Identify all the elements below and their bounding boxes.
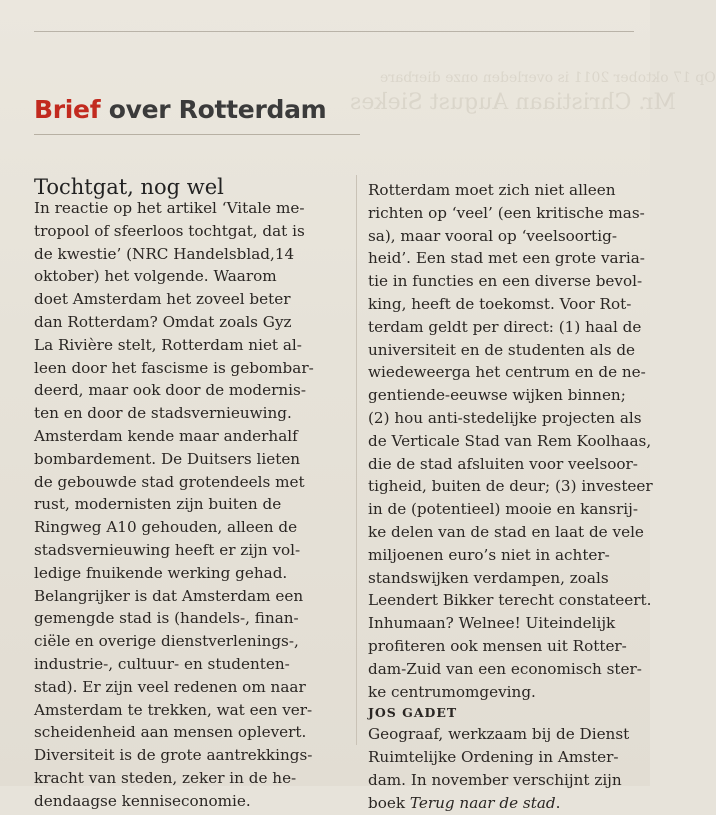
paragraph-line: king, heeft de toekomst. Voor Rot- <box>368 294 632 313</box>
author-bio-line: dam. In november verschijnt zijn <box>368 770 622 789</box>
paragraph-line: miljoenen euro’s niet in achter- <box>368 545 610 564</box>
paragraph-line: de gebouwde stad grotendeels met <box>34 472 305 491</box>
bio-book-title: Terug naar de stad <box>409 793 556 812</box>
paragraph-line: Ringweg A10 gehouden, alleen de <box>34 518 298 537</box>
column-divider <box>356 175 357 745</box>
paragraph-line: kracht van steden, zeker in de he- <box>34 768 297 787</box>
paragraph-line: stadsvernieuwing heeft er zijn vol- <box>34 540 301 559</box>
paragraph-line: dendaagse kenniseconomie. <box>34 791 251 810</box>
paragraph-line: oktober) het volgende. Waarom <box>34 267 277 286</box>
bleed-through-text: Mr. Christiaan August Siekes <box>350 90 676 115</box>
paragraph-line: Amsterdam te trekken, wat een ver- <box>34 700 313 719</box>
author-bio-line: Ruimtelijke Ordening in Amster- <box>368 748 619 767</box>
paragraph-line: (2) hou anti-stedelijke projecten als <box>368 408 642 427</box>
paragraph-line: ke delen van de stad en laat de vele <box>368 522 644 541</box>
paragraph-line: scheidenheid aan mensen oplevert. <box>34 723 307 742</box>
author-bio-line: Geograaf, werkzaam bij de Dienst <box>368 725 630 744</box>
paragraph-line: ledige fnuikende werking gehad. <box>34 563 288 582</box>
paragraph-line: gemengde stad is (handels-, finan- <box>34 609 299 628</box>
paragraph-line: de kwestie’ (NRC Handelsblad,14 <box>34 244 295 263</box>
left-column <box>34 175 349 813</box>
paragraph-line: gentiende-eeuwse wijken binnen; <box>368 386 626 405</box>
bio-book-prefix: boek <box>368 793 410 812</box>
paragraph-line: doet Amsterdam het zoveel beter <box>34 290 291 309</box>
paragraph-line: stad). Er zijn veel redenen om naar <box>34 677 306 696</box>
paragraph-line: ciële en overige dienstverlenings-, <box>34 632 299 651</box>
paragraph-line: ten en door de stadsvernieuwing. <box>34 404 292 423</box>
paragraph-line: sa), maar vooral op ‘veelsoortig- <box>368 226 617 245</box>
section-rule <box>34 134 360 135</box>
author-bio-line <box>368 792 638 815</box>
bleed-through-text: Op 17 oktober 2011 is overleden onze dierbare <box>380 70 716 86</box>
paragraph-line: tigheid, buiten de deur; (3) investeer <box>368 477 653 496</box>
paragraph-line: wiedeweerga het centrum en de ne- <box>368 363 646 382</box>
paragraph-line: profiteren ook mensen uit Rotter- <box>368 636 627 655</box>
paragraph-line: standswijken verdampen, zoals <box>368 568 609 587</box>
paragraph-line: dan Rotterdam? Omdat zoals Gyz <box>34 312 292 331</box>
section-heading-accent: Brief <box>34 95 101 124</box>
paragraph-line: Rotterdam moet zich niet alleen <box>368 181 616 199</box>
paragraph-line: richten op ‘veel’ (een kritische mas- <box>368 203 645 222</box>
article-title: Tochtgat, nog wel <box>34 175 224 199</box>
paragraph-line: rust, modernisten zijn buiten de <box>34 495 282 514</box>
paragraph-line: industrie-, cultuur- en studenten- <box>34 654 290 673</box>
paragraph-line: terdam geldt per direct: (1) haal de <box>368 317 642 336</box>
author-signature: JOS GADET <box>368 705 458 721</box>
paragraph-line: Inhumaan? Welnee! Uiteindelijk <box>368 614 616 633</box>
author-bio <box>368 723 638 791</box>
paragraph-line: La Rivière stelt, Rotterdam niet al- <box>34 335 302 354</box>
left-column-text <box>34 197 349 813</box>
right-column <box>368 179 653 815</box>
paragraph-line: de Verticale Stad van Rem Koolhaas, <box>368 431 652 450</box>
paragraph-line: Belangrijker is dat Amsterdam een <box>34 586 304 605</box>
section-heading-rest: over Rotterdam <box>100 95 327 124</box>
paragraph-line: dam-Zuid van een economisch ster- <box>368 659 642 678</box>
paragraph-line: tropool of sfeerloos tochtgat, dat is <box>34 221 305 240</box>
paragraph-line: die de stad afsluiten voor veelsoor- <box>368 454 638 473</box>
paragraph-line: In reactie op het artikel ‘Vitale me- <box>34 199 305 217</box>
right-column-text <box>368 179 653 703</box>
paragraph-line: deerd, maar ook door de modernis- <box>34 381 306 400</box>
bio-book-suffix: . <box>555 793 561 812</box>
paragraph-line: universiteit en de studenten als de <box>368 340 636 359</box>
paragraph-line: Leendert Bikker terecht constateert. <box>368 591 652 610</box>
paragraph-line: bombardement. De Duitsers lieten <box>34 449 301 468</box>
top-rule <box>34 31 634 32</box>
paragraph-line: leen door het fascisme is gebombar- <box>34 358 314 377</box>
section-heading <box>34 95 326 124</box>
paragraph-line: Amsterdam kende maar anderhalf <box>34 426 298 445</box>
paragraph-line: ke centrumomgeving. <box>368 682 536 701</box>
paragraph-line: in de (potentieel) mooie en kansrij- <box>368 500 638 519</box>
paragraph-line: Diversiteit is de grote aantrekkings- <box>34 746 313 765</box>
paragraph-line: tie in functies en een diverse bevol- <box>368 272 643 291</box>
paragraph-line: heid’. Een stad met een grote varia- <box>368 249 645 268</box>
